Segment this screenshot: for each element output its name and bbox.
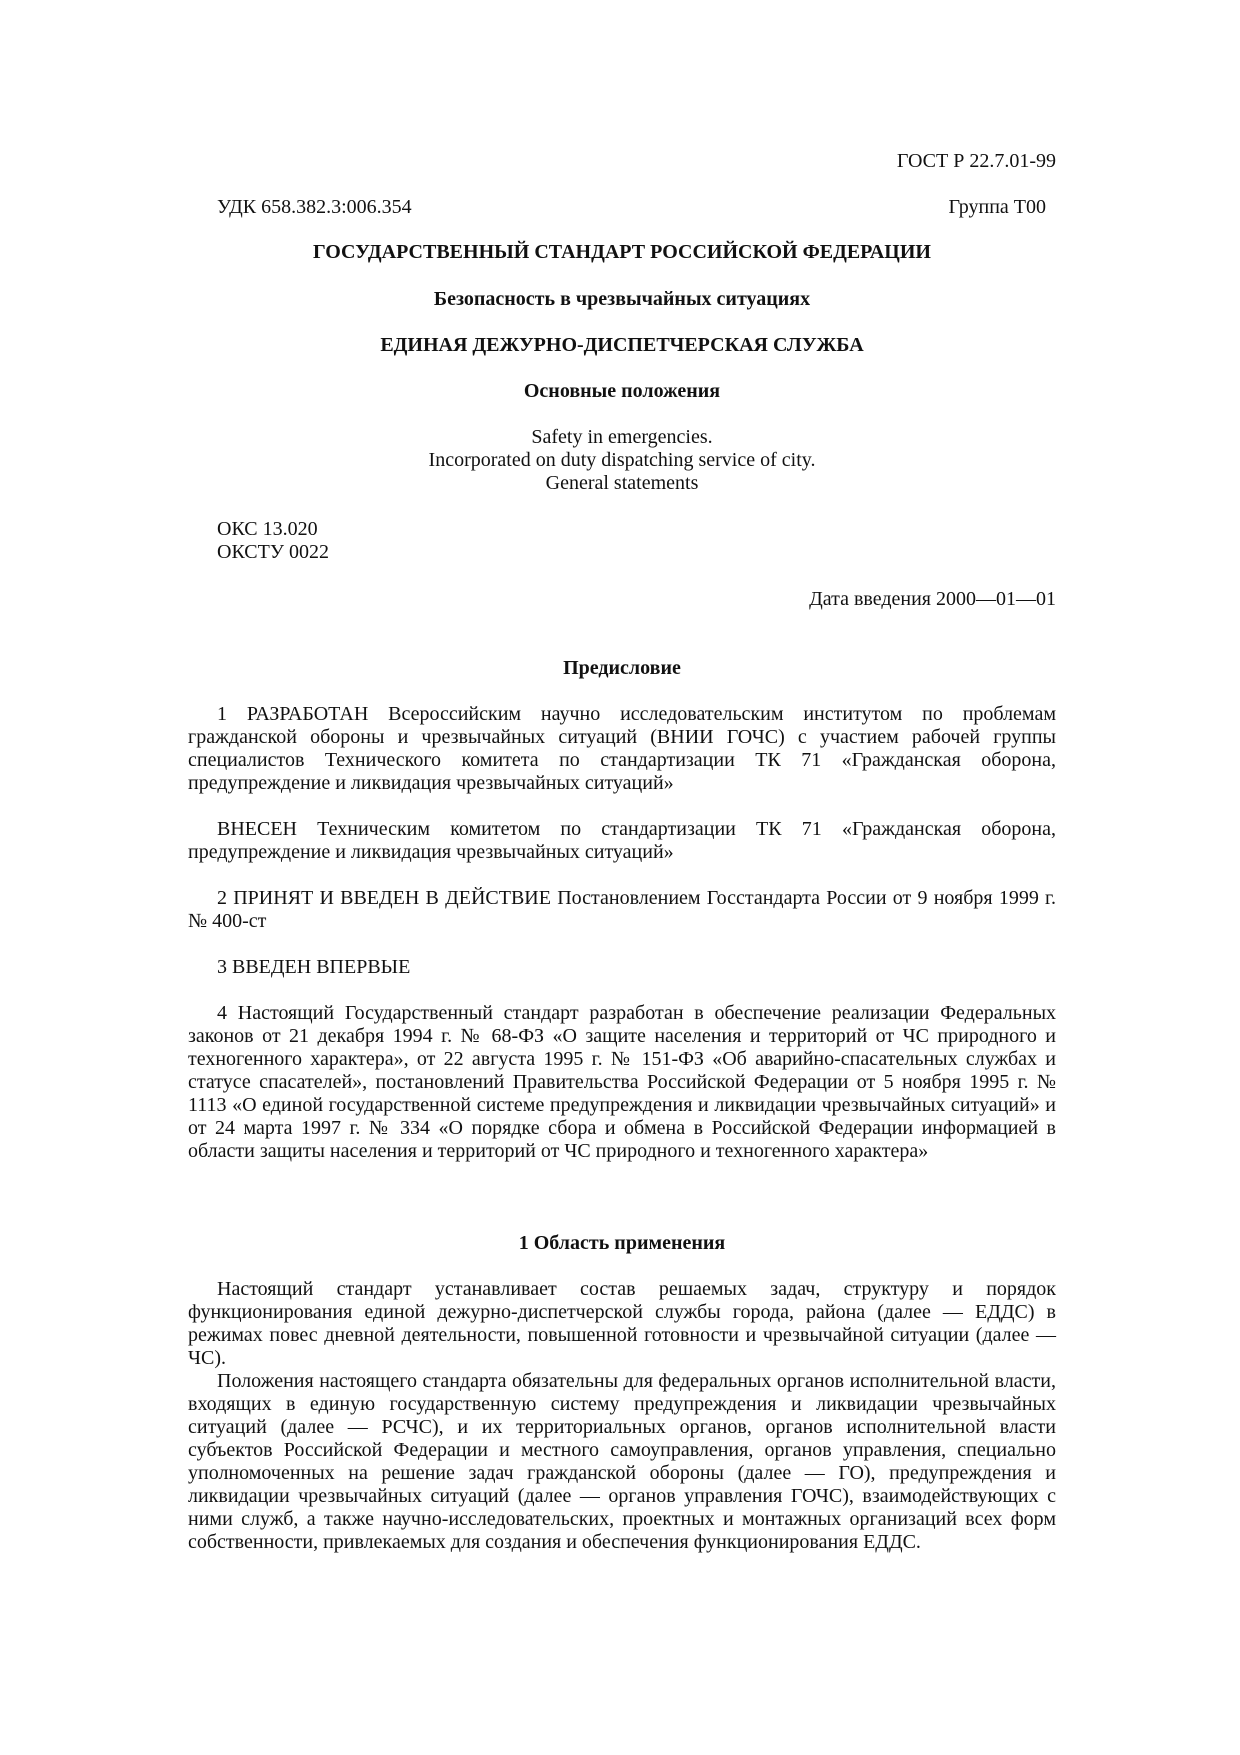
subtitle: Основные положения xyxy=(523,380,721,402)
foreword-heading: Предисловие xyxy=(563,657,681,679)
english-title-line-1: Safety in emergencies. xyxy=(531,426,713,448)
foreword-paragraph-1: 1 РАЗРАБОТАН Всероссийским научно исследовательским институтом по проблемам гражданской обороны и чрезвычайных ситуаций (ВНИИ ГОЧС) с участием рабочей группы специалистов Технического комитета по стандартизации ТК 71 «Гражданская оборона, предупреждение и ликвидация чрезвычайных ситуаций» xyxy=(188,703,1056,794)
english-title-line-3: General statements xyxy=(545,472,699,494)
subject-heading: Безопасность в чрезвычайных ситуациях xyxy=(433,288,811,310)
foreword-paragraph-4: 3 ВВЕДЕН ВПЕРВЫЕ xyxy=(217,956,411,978)
section-1-paragraph-2: Положения настоящего стандарта обязательны для федеральных органов исполнительной власти, входящих в единую государственную систему предупреждения и ликвидации чрезвычайных ситуаций (далее — РСЧС), и их территориальных органов, органов исполнительной власти субъектов Российской Федерации и местного самоуправления, органов управления, специально уполномоченных на решение задач гражданской обороны (далее — ГО), предупреждения и ликвидации чрезвычайных ситуаций (далее — органов управления ГОЧС), взаимодействующих с ними служб, а также научно-исследовательских, проектных и монтажных организаций всех форм собственности, привлекаемых для создания и обеспечения функционирования ЕДДС. xyxy=(188,1370,1056,1553)
foreword-paragraph-5: 4 Настоящий Государственный стандарт разработан в обеспечение реализации Федеральных законов от 21 декабря 1994 г. № 68-ФЗ «О защите населения и территорий от ЧС природного и техногенного характера», от 22 августа 1995 г. № 151-ФЗ «Об аварийно-спасательных службах и статусе спасателей», постановлений Правительства Российской Федерации от 5 ноября 1995 г. № 1113 «О единой государственной системе предупреждения и ликвидации чрезвычайных ситуаций» и от 24 марта 1997 г. № 334 «О порядке сбора и обмена в Российской Федерации информацией в области защиты населения и территорий от ЧС природного и техногенного характера» xyxy=(188,1002,1056,1162)
introduction-date: Дата введения 2000—01—01 xyxy=(809,588,1056,610)
main-title: ЕДИНАЯ ДЕЖУРНО-ДИСПЕТЧЕРСКАЯ СЛУЖБА xyxy=(380,334,864,356)
section-1-paragraph-1: Настоящий стандарт устанавливает состав решаемых задач, структуру и порядок функционирования единой дежурно-диспетчерской службы города, района (далее — ЕДДС) в режимах повес дневной деятельности, повышенной готовности и чрезвычайной ситуации (далее — ЧС). xyxy=(188,1278,1056,1369)
english-title-line-2: Incorporated on duty dispatching service of city. xyxy=(428,449,816,471)
foreword-paragraph-2: ВНЕСЕН Техническим комитетом по стандартизации ТК 71 «Гражданская оборона, предупреждение и ликвидация чрезвычайных ситуаций» xyxy=(188,818,1056,863)
okstu-code: ОКСТУ 0022 xyxy=(217,541,330,563)
foreword-paragraph-3: 2 ПРИНЯТ И ВВЕДЕН В ДЕЙСТВИЕ Постановлением Госстандарта России от 9 ноября 1999 г. № 400-ст xyxy=(188,887,1056,932)
standard-type-heading: ГОСУДАРСТВЕННЫЙ СТАНДАРТ РОССИЙСКОЙ ФЕДЕРАЦИИ xyxy=(313,241,931,263)
udk-code: УДК 658.382.3:006.354 xyxy=(217,196,412,218)
group-code: Группа Т00 xyxy=(948,196,1046,218)
section-1-heading: 1 Область применения xyxy=(518,1232,726,1254)
oks-code: ОКС 13.020 xyxy=(217,518,318,540)
gost-number: ГОСТ Р 22.7.01-99 xyxy=(896,150,1056,172)
